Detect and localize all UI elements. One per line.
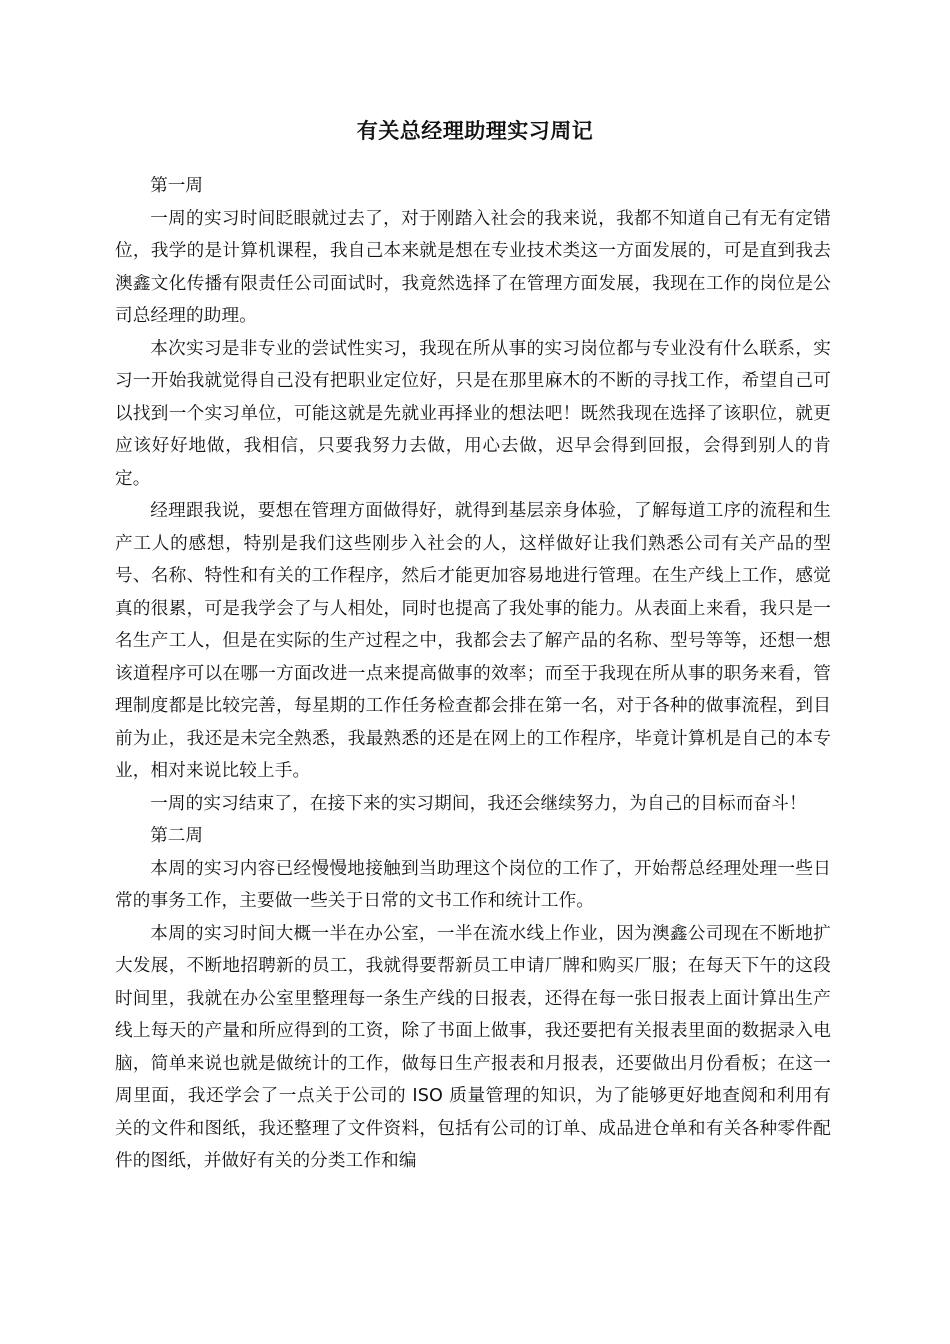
week2-paragraph-1: 本周的实习内容已经慢慢地接触到当助理这个岗位的工作了，开始帮总经理处理一些日常的事务工作，主要做一些关于日常的文书工作和统计工作。	[115, 858, 831, 911]
week1-paragraph-3: 经理跟我说，要想在管理方面做得好，就得到基层亲身体验，了解每道工序的流程和生产工人的感想，特别是我们这些刚步入社会的人，这样做好让我们熟悉公司有关产品的型号、名称、特性和有关的工作程序，然后才能更加容易地进行管理。在生产线上工作，感觉真的很累，可是我学会了与人相处，同时也提高了我处事的能力。从表面上来看，我只是一名生产工人，但是在实际的生产过程之中，我都会去了解产品的名称、型号等等，还想一想该道程序可以在哪一方面改进一点来提高做事的效率；而至于我现在所从事的职务来看，管理制度都是比较完善，每星期的工作任务检查都会排在第一名，对于各种的做事流程，到目前为止，我还是未完全熟悉，我最熟悉的还是在网上的工作程序，毕竟计算机是自己的本专业，相对来说比较上手。	[115, 501, 831, 781]
document-body	[115, 170, 831, 1178]
week1-paragraph-2: 本次实习是非专业的尝试性实习，我现在所从事的实习岗位都与专业没有什么联系，实习一开始我就觉得自己没有把职业定位好，只是在那里麻木的不断的寻找工作，希望自己可以找到一个实习单位，可能这就是先就业再择业的想法吧！既然我现在选择了该职位，就更应该好好地做，我相信，只要我努力去做，用心去做，迟早会得到回报，会得到别人的肯定。	[115, 338, 831, 489]
week2-heading: 第二周	[150, 826, 203, 846]
week2-paragraph-2: 本周的实习时间大概一半在办公室，一半在流水线上作业，因为澳鑫公司现在不断地扩大发展，不断地招聘新的员工，我就得要帮新员工申请厂牌和购买厂服；在每天下午的这段时间里，我就在办公室里整理每一条生产线的日报表，还得在每一张日报表上面计算出生产线上每天的产量和所应得到的工资，除了书面上做事，我还要把有关报表里面的数据录入电脑，简单来说也就是做统计的工作，做每日生产报表和月报表，还要做出月份看板；在这一周里面，我还学会了一点关于公司的 ISO 质量管理的知识，为了能够更好地查阅和利用有关的文件和图纸，我还整理了文件资料，包括有公司的订单、成品进仓单和有关各种零件配件的图纸，并做好有关的分类工作和编	[115, 923, 831, 1171]
document-title: 有关总经理助理实习周记	[356, 119, 594, 143]
week1-paragraph-1: 一周的实习时间眨眼就过去了，对于刚踏入社会的我来说，我都不知道自己有无有定错位，我学的是计算机课程，我自己本来就是想在专业技术类这一方面发展的，可是直到我去澳鑫文化传播有限责任公司面试时，我竟然选择了在管理方面发展，我现在工作的岗位是公司总经理的助理。	[115, 208, 831, 326]
week1-heading: 第一周	[150, 176, 203, 196]
week1-paragraph-4: 一周的实习结束了，在接下来的实习期间，我还会继续努力，为自己的目标而奋斗！	[150, 793, 807, 814]
